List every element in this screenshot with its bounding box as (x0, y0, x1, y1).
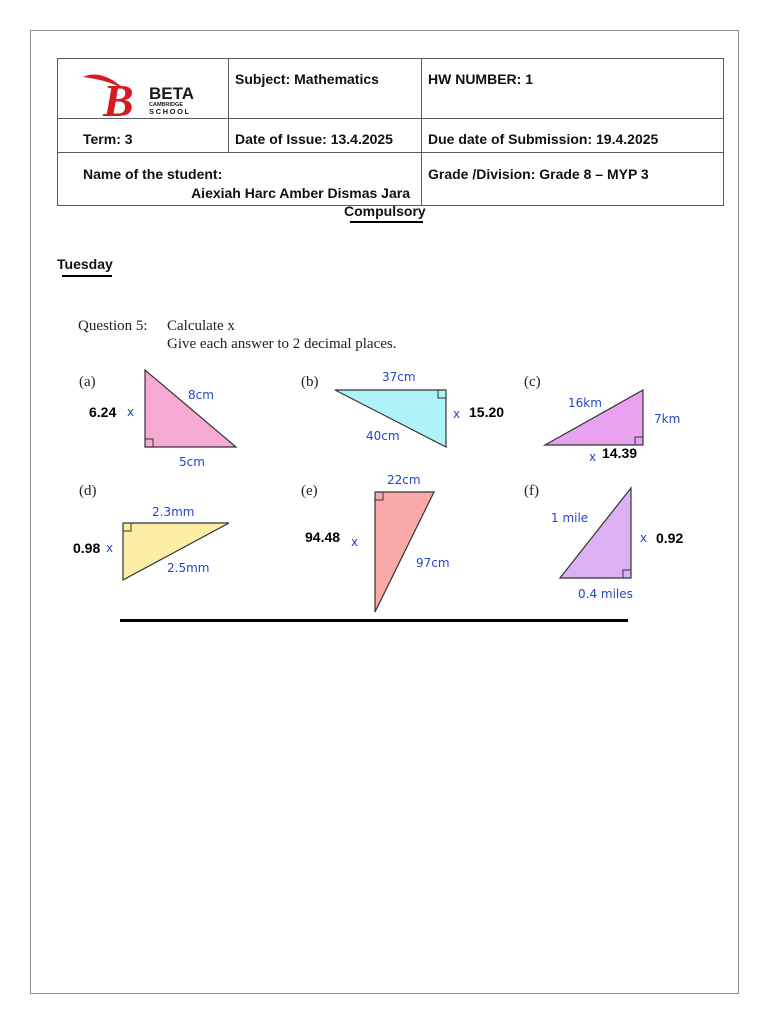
part-label: (a) (79, 374, 96, 390)
side-label: 16km (568, 396, 602, 410)
student-label: Name of the student: (83, 166, 223, 182)
side-label: 97cm (416, 556, 450, 570)
question-figure (65, 305, 690, 617)
part-e (301, 473, 450, 612)
part-a (79, 370, 236, 469)
subject-cell (229, 59, 422, 119)
grade-division: Grade /Division: Grade 8 – MYP 3 (428, 166, 649, 182)
triangle (375, 492, 434, 612)
header-table (57, 58, 724, 206)
school-logo (81, 69, 206, 119)
section-heading-underline (350, 221, 423, 223)
side-label: 37cm (382, 370, 416, 384)
logo-name: BETA (149, 84, 195, 103)
section-heading: Compulsory (344, 203, 426, 219)
unknown-label: x (106, 541, 114, 555)
unknown-label: x (589, 450, 597, 464)
logo-cell (58, 59, 229, 119)
answer: 0.92 (656, 530, 684, 546)
answer: 0.98 (73, 540, 101, 556)
answer: 94.48 (305, 529, 341, 545)
section-divider (120, 619, 628, 622)
answer: 15.20 (469, 404, 505, 420)
side-label: 22cm (387, 473, 421, 487)
question-instruction: Calculate x (167, 318, 235, 334)
part-c (524, 374, 680, 464)
unknown-label: x (351, 535, 359, 549)
question-note: Give each answer to 2 decimal places. (167, 336, 397, 352)
side-label: 1 mile (551, 511, 589, 525)
part-label: (d) (79, 483, 97, 499)
unknown-label: x (453, 407, 461, 421)
term: Term: 3 (83, 131, 133, 147)
subject: Subject: Mathematics (235, 71, 379, 87)
logo-line2: CAMBRIDGE (149, 102, 183, 108)
student-cell (58, 153, 422, 206)
answer: 6.24 (89, 404, 117, 420)
side-label: 5cm (179, 455, 205, 469)
part-d (73, 483, 229, 580)
student-name: Aiexiah Harc Amber Dismas Jara (191, 185, 410, 201)
side-label: 2.3mm (152, 505, 195, 519)
unknown-label: x (127, 405, 135, 419)
part-label: (e) (301, 483, 318, 499)
side-label: 40cm (366, 429, 400, 443)
logo-line3: SCHOOL (149, 107, 191, 116)
hw-number: HW NUMBER: 1 (428, 71, 533, 87)
due-date-cell (422, 119, 724, 153)
issue-date-cell (229, 119, 422, 153)
side-label: 8cm (188, 388, 214, 402)
logo-mark: B (103, 75, 134, 119)
day-heading: Tuesday (57, 256, 113, 272)
unknown-label: x (640, 531, 648, 545)
side-label: 7km (654, 412, 681, 426)
hw-number-cell (422, 59, 724, 119)
day-heading-underline (62, 275, 112, 277)
grade-cell (422, 153, 724, 206)
due-date: Due date of Submission: 19.4.2025 (428, 131, 659, 147)
date-of-issue: Date of Issue: 13.4.2025 (235, 131, 393, 147)
part-label: (f) (524, 483, 539, 499)
triangle (560, 488, 631, 578)
part-label: (c) (524, 374, 541, 390)
part-label: (b) (301, 374, 319, 390)
side-label: 0.4 miles (578, 587, 633, 601)
triangle (145, 370, 236, 447)
term-cell (58, 119, 229, 153)
question-number: Question 5: (78, 318, 148, 334)
side-label: 2.5mm (167, 561, 210, 575)
part-b (301, 370, 504, 447)
answer: 14.39 (602, 445, 638, 461)
part-f (524, 483, 683, 601)
